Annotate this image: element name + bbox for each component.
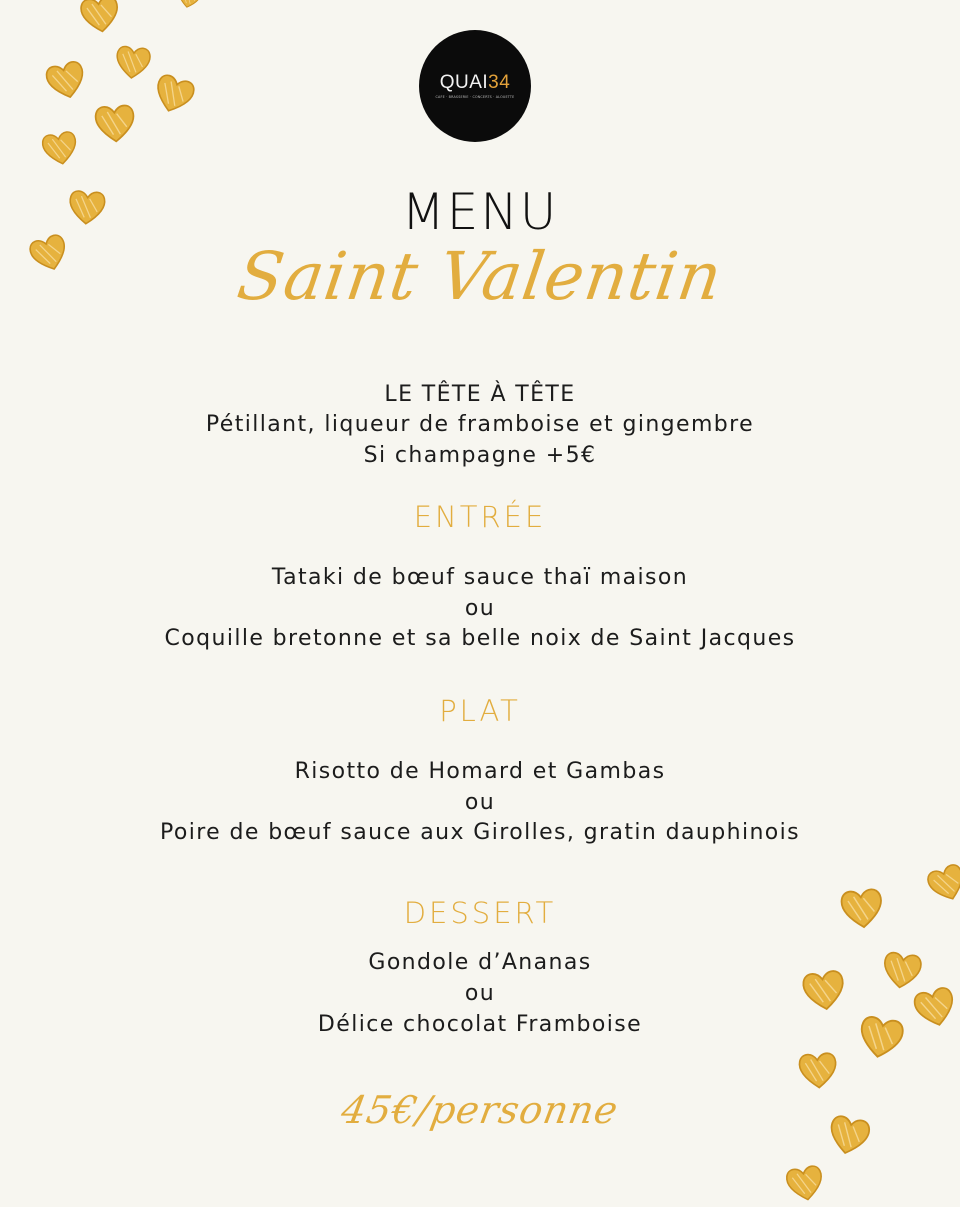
plat-or: ou bbox=[464, 790, 496, 815]
heart-icon bbox=[111, 40, 155, 84]
aperitif-name: LE TÊTE À TÊTE bbox=[384, 382, 576, 407]
section-title-entree: ENTRÉE bbox=[413, 500, 547, 534]
price: 45€/personne bbox=[338, 1088, 622, 1132]
heart-icon bbox=[39, 53, 92, 106]
section-title-plat: PLAT bbox=[439, 694, 521, 728]
heart-icon bbox=[37, 125, 83, 171]
heart-icon bbox=[75, 0, 125, 39]
section-title-dessert: DESSERT bbox=[403, 896, 557, 930]
logo-number: 34 bbox=[488, 72, 511, 93]
dessert-choice-2: Délice chocolat Framboise bbox=[317, 1012, 643, 1037]
plat-choice-2: Poire de bœuf sauce aux Girolles, gratin dauphinois bbox=[159, 820, 801, 845]
heart-icon bbox=[795, 1047, 842, 1094]
aperitif-description: Pétillant, liqueur de framboise et gingembre bbox=[205, 412, 755, 437]
entree-choice-2: Coquille bretonne et sa belle noix de Saint Jacques bbox=[164, 626, 796, 651]
heart-icon bbox=[146, 66, 201, 121]
plat-choice-1: Risotto de Homard et Gambas bbox=[294, 759, 666, 784]
entree-or: ou bbox=[464, 596, 496, 621]
heart-icon bbox=[174, 0, 205, 12]
heart-icon bbox=[90, 98, 139, 147]
logo bbox=[419, 30, 531, 142]
logo-wordmark bbox=[440, 73, 511, 92]
menu-title: MENU bbox=[401, 183, 559, 241]
aperitif-option: Si champagne +5€ bbox=[363, 443, 597, 468]
menu-subtitle: Saint Valentin bbox=[232, 238, 728, 315]
entree-choice-1: Tataki de bœuf sauce thaï maison bbox=[271, 565, 689, 590]
logo-word: QUAI bbox=[439, 72, 489, 93]
logo-tagline: CAFE · BRASSERIE · CONCERTS · ALOUETTE bbox=[435, 95, 515, 99]
dessert-or: ou bbox=[464, 981, 496, 1006]
dessert-choice-1: Gondole d’Ananas bbox=[368, 950, 592, 975]
